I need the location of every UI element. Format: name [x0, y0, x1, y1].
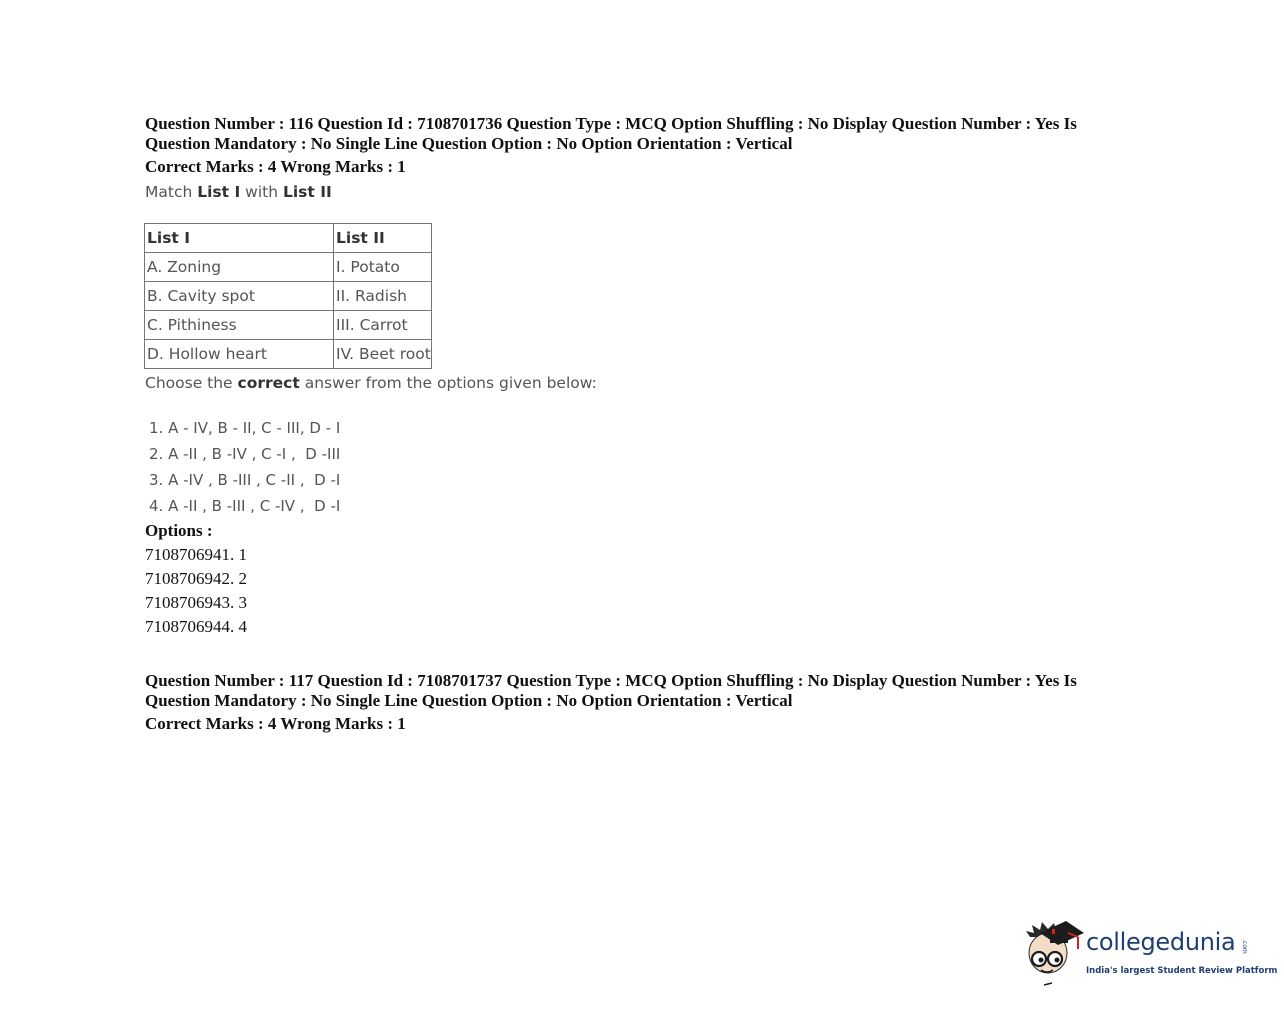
- answer-choice: 2. A -II , B -IV , C -I , D -III: [149, 445, 341, 463]
- options-label: Options :: [145, 521, 213, 540]
- table-header-list1: List I: [145, 224, 334, 253]
- question-117-header-line2: Question Mandatory : No Single Line Question Option : No Option Orientation : Vertical: [145, 691, 793, 710]
- answer-choices: [149, 417, 340, 521]
- answer-choice: 1. A - IV, B - II, C - III, D - I: [149, 419, 341, 437]
- match-instruction: [145, 183, 332, 201]
- table-header-list2: List II: [334, 224, 432, 253]
- question-116-header: [145, 114, 1105, 154]
- table-row: [145, 311, 432, 340]
- table-header-row: [145, 224, 432, 253]
- table-cell: IV. Beet root: [334, 340, 432, 369]
- table-cell: D. Hollow heart: [145, 340, 334, 369]
- question-117-header-line1: Question Number : 117 Question Id : 7108701737 Question Type : MCQ Option Shuffling : No Display Question Number : Yes Is: [145, 671, 1077, 690]
- match-list2: List II: [282, 183, 332, 201]
- answer-choice: 4. A -II , B -III , C -IV , D -I: [149, 497, 341, 515]
- choose-suffix: answer from the options given below:: [299, 374, 597, 392]
- option-id-item: 7108706944. 4: [145, 617, 247, 636]
- match-mid: with: [240, 183, 283, 201]
- logo-wordmark: collegedunia: [1086, 928, 1236, 956]
- answer-choice: 3. A -IV , B -III , C -II , D -I: [149, 471, 341, 489]
- option-id-item: 7108706942. 2: [145, 569, 247, 588]
- table-cell: II. Radish: [334, 282, 432, 311]
- choose-instruction: [145, 374, 597, 392]
- table-cell: C. Pithiness: [145, 311, 334, 340]
- table-cell: A. Zoning: [145, 253, 334, 282]
- match-prefix: Match: [145, 183, 198, 201]
- table-row: [145, 340, 432, 369]
- logo-domain: .com: [1241, 939, 1248, 954]
- table-cell: B. Cavity spot: [145, 282, 334, 311]
- option-ids-list: [145, 545, 247, 641]
- choose-prefix: Choose the: [145, 374, 238, 392]
- choose-bold: correct: [237, 374, 300, 392]
- question-117-header: [145, 671, 1105, 711]
- question-116-header-line2: Question Mandatory : No Single Line Question Option : No Option Orientation : Vertical: [145, 134, 793, 153]
- question-117-marks: Correct Marks : 4 Wrong Marks : 1: [145, 714, 406, 733]
- table-cell: III. Carrot: [334, 311, 432, 340]
- collegedunia-logo: [1022, 915, 1278, 990]
- logo-tagline: India's largest Student Review Platform: [1086, 966, 1278, 976]
- match-table: [144, 223, 432, 369]
- question-116-marks: Correct Marks : 4 Wrong Marks : 1: [145, 157, 406, 176]
- mascot-graduate-icon: [1022, 915, 1086, 990]
- table-cell: I. Potato: [334, 253, 432, 282]
- match-list1: List I: [197, 183, 241, 201]
- table-row: [145, 253, 432, 282]
- option-id-item: 7108706941. 1: [145, 545, 247, 564]
- question-116-header-line1: Question Number : 116 Question Id : 7108701736 Question Type : MCQ Option Shuffling : No Display Question Number : Yes Is: [145, 114, 1077, 133]
- table-row: [145, 282, 432, 311]
- option-id-item: 7108706943. 3: [145, 593, 247, 612]
